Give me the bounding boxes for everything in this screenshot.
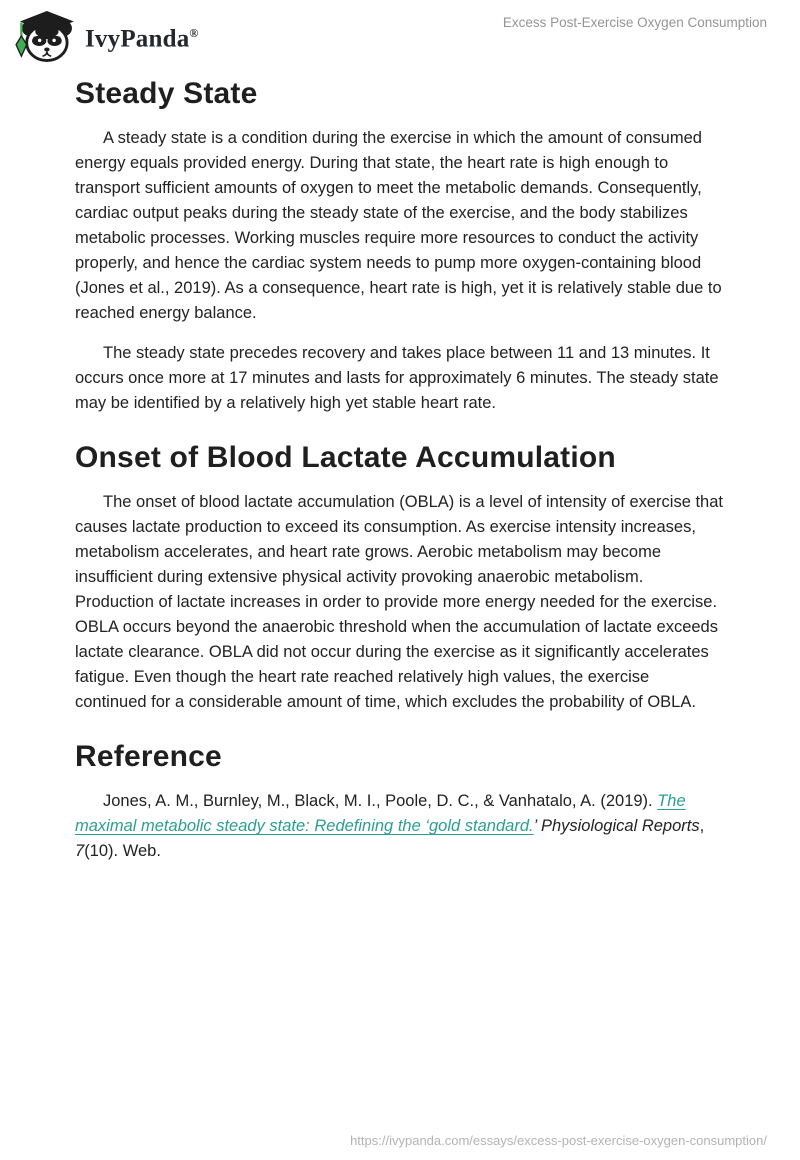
paragraph-obla: The onset of blood lactate accumulation (OBLA) is a level of intensity of exercise that causes lactate production to exceed its consumption. As exercise intensity increases, metabolism accelerates, and heart rate grows. Aerobic metabolism may become insufficient during extensive physical activity provoking anaerobic metabolism. Production of lactate increases in order to provide more energy needed for the exercise. OBLA occurs beyond the anaerobic threshold when the accumulation of lactate exceeds lactate clearance. OBLA did not occur during the exercise as it significantly accelerates fatigue. Even though the heart rate reached relatively high values, the exercise continued for a considerable amount of time, which excludes the probability of OBLA.: [75, 493, 723, 711]
paragraph-steady-state-2: The steady state precedes recovery and takes place between 11 and 13 minutes. It occurs once more at 17 minutes and lasts for approximately 6 minutes. The steady state may be identified by a relatively high yet stable heart rate.: [75, 344, 719, 412]
reference-close-quote: ’: [533, 817, 541, 835]
page-footer: [0, 1133, 767, 1148]
heading-steady-state: Steady State: [75, 77, 258, 110]
brand-name: IvyPanda®: [85, 25, 199, 53]
reference-entry: [75, 789, 725, 864]
reference-volume: 7: [75, 842, 85, 860]
reference-article-link[interactable]: The maximal metabolic steady state: Redefining the ‘gold standard.: [75, 792, 686, 835]
document-title: Excess Post-Exercise Oxygen Consumption: [502, 15, 767, 30]
page-header: [0, 0, 800, 60]
ivypanda-brand: [13, 7, 199, 65]
ivypanda-panda-logo-icon: [13, 10, 75, 62]
reference-authors: Jones, A. M., Burnley, M., Black, M. I., Poole, D. C., & Vanhatalo, A. (2019).: [103, 792, 658, 810]
registered-trademark: ®: [189, 26, 199, 40]
heading-obla: Onset of Blood Lactate Accumulation: [75, 441, 616, 474]
heading-reference: Reference: [75, 740, 222, 773]
reference-separator: ,: [699, 817, 705, 835]
source-url: https://ivypanda.com/essays/excess-post-exercise-oxygen-consumption/: [350, 1133, 767, 1148]
reference-journal: Physiological Reports: [540, 817, 700, 835]
paragraph-steady-state-1: A steady state is a condition during the exercise in which the amount of consumed energy equals provided energy. During that state, the heart rate is high enough to transport sufficient amounts of oxygen to meet the metabolic demands. Consequently, cardiac output peaks during the steady state of the exercise, and the body stabilizes metabolic processes. Working muscles require more resources to conduct the activity properly, and hence the cardiac system needs to pump more oxygen-containing blood (Jones et al., 2019). As a consequence, heart rate is high, yet it is relatively stable due to reached energy balance.: [75, 129, 722, 322]
document-body: [0, 76, 800, 864]
reference-tail: (10). Web.: [84, 842, 161, 860]
